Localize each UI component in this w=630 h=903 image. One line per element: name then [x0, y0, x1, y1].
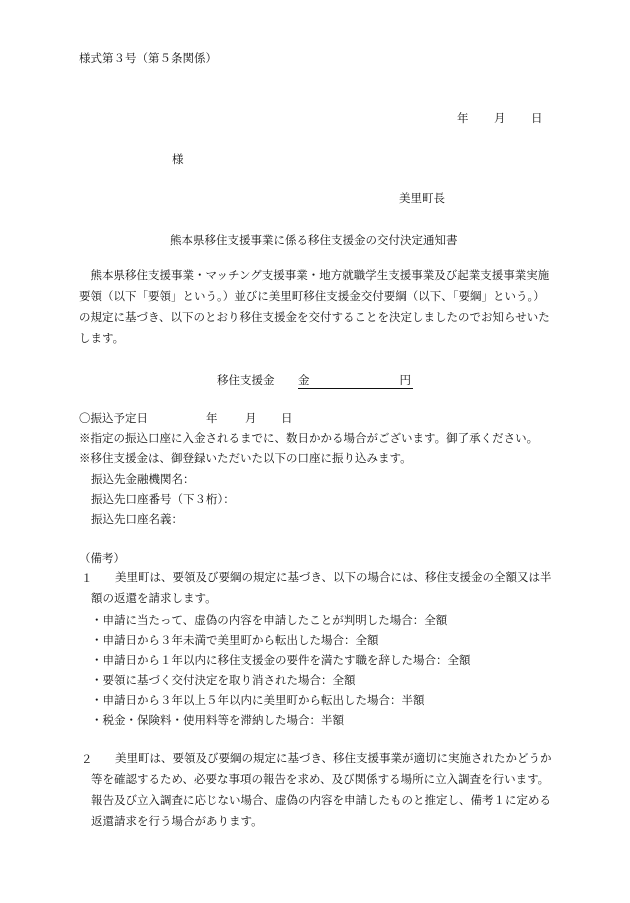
transfer-note-2: ※移住支援金は、御登録いただいた以下の口座に振り込みます。: [79, 451, 412, 465]
recipient-suffix: 様: [172, 152, 184, 166]
list-item: ・申請日から１年以内に移住支援金の要件を満たす職を辞した場合：全額: [91, 653, 471, 667]
list-item: ・申請に当たって、虚偽の内容を申請したことが判明した場合：全額: [91, 613, 448, 627]
remarks-item-2-text: 美里町は、要領及び要綱の規定に基づき、移住支援事業が適切に実施されたかどうか等を確認するため、必要な事項の報告を求め、及び関係する場所に立入調査を行います。報告及び立入調査に応じない場合、虚偽の内容を申請したものと推定し、備考１に定める返還請求を行う場合があります。: [91, 751, 552, 828]
list-item: ・申請日から３年以上５年以内に美里町から転出した場合：半額: [91, 693, 425, 707]
remarks-item-2-number: ２: [81, 752, 93, 766]
amount-underline: [298, 372, 413, 389]
transfer-date-label: 〇振込予定日: [79, 411, 148, 425]
account-number-label: 振込先口座番号（下３桁）：: [91, 492, 235, 506]
transfer-note-1: ※指定の振込口座に入金されるまでに、数日かかる場合がございます。御了承ください。: [79, 431, 539, 445]
grant-amount: [298, 372, 413, 389]
transfer-year: 年: [206, 411, 218, 425]
remarks-item-1-number: １: [81, 571, 93, 585]
list-item: ・税金・保険料・使用料等を滞納した場合：半額: [91, 713, 344, 727]
remarks-item-1-text: 美里町は、要領及び要綱の規定に基づき、以下の場合には、移住支援金の全額又は半額の返還を請求します。: [91, 570, 552, 605]
form-number: 様式第３号（第５条関係）: [79, 51, 217, 65]
intro-paragraph: 熊本県移住支援事業・マッチング支援事業・地方就職学生支援事業及び起業支援事業実施要領（以下「要領」という。）並びに美里町移住支援金交付要綱（以下、「要綱」という。）の規定に基づき、以下のとおり移住支援金を交付することを決定しましたのでお知らせいたします。: [79, 268, 550, 345]
grant-label: 移住支援金: [217, 373, 275, 387]
date-day: 日: [531, 111, 543, 125]
remarks-heading: （備考）: [79, 551, 125, 565]
account-name-label: 振込先口座名義：: [91, 512, 183, 526]
issuer: 美里町長: [399, 191, 445, 205]
date-month: 月: [494, 111, 506, 125]
date-year: 年: [457, 111, 469, 125]
list-item: ・要領に基づく交付決定を取り消された場合：全額: [91, 673, 356, 687]
bank-label: 振込先金融機関名：: [91, 472, 195, 486]
amount-unit: 円: [399, 373, 411, 387]
transfer-month: 月: [245, 411, 257, 425]
transfer-day: 日: [281, 411, 293, 425]
document-title: 熊本県移住支援事業に係る移住支援金の交付決定通知書: [170, 233, 458, 247]
amount-prefix: 金: [298, 373, 310, 387]
list-item: ・申請日から３年未満で美里町から転出した場合：全額: [91, 633, 379, 647]
